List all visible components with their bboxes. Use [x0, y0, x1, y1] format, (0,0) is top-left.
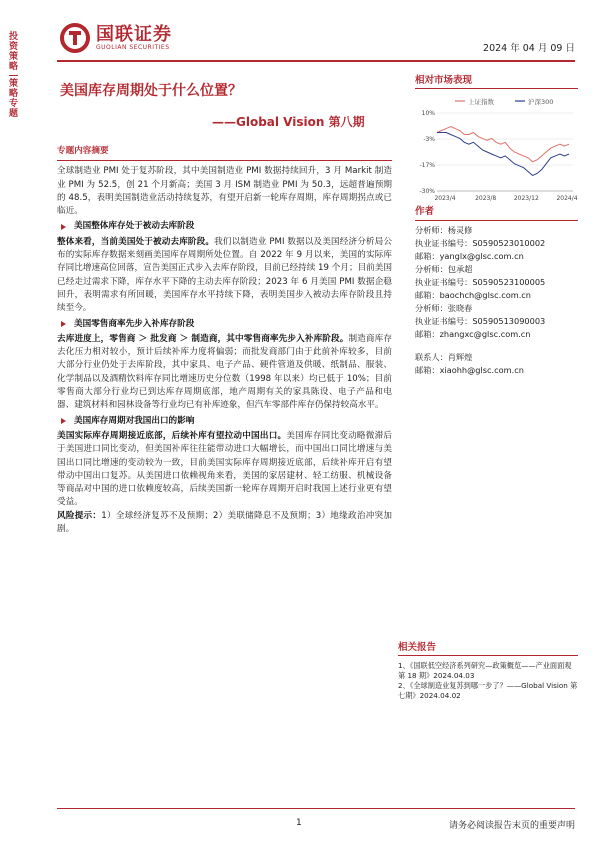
section-body: 制造商库存去化压力相对较小，预计后续补库力度将偏弱；而批发商部门由于此前补库较多，目前大部分行业仍处于去库阶段，其中家具、电子产品、硬件管道及供暖、纸制品、服装、化学制品以及酒精饮料库存同比增速历史分位数（1998 年以来）均已低于 10%；目前零售商大部分行业均已到达库存周期底部，地产周期有关的家具陈设、电子产品和电器、建筑材料和园林设备等行业均已有补库迹象，但汽车零部件库存仍保持较高水平。 — [57, 333, 392, 411]
contact-email[interactable]: xiaohh@glsc.com.cn — [439, 365, 524, 375]
market-panel — [415, 72, 578, 209]
author-block — [415, 302, 578, 341]
side-tag-char: 资 — [8, 42, 18, 52]
main-content — [57, 145, 392, 536]
author-cert: S0590523100005 — [472, 277, 546, 287]
risk-text: 1）全球经济复苏不及预期；2）美联储降息不及预期；3）地缘政治冲突加剧。 — [57, 510, 392, 535]
author-name: 包承超 — [447, 264, 473, 274]
side-tag-char: 投 — [8, 32, 18, 42]
summary-heading: 专题内容摘要 — [57, 146, 109, 156]
author-cert: S0590523010002 — [472, 238, 546, 248]
section-body: 我们以制造业 PMI 数据以及美国经济分析局公布的实际库存数据来刻画美国库存周期所处位置。自 2022 年 9 月以来，美国的实际库存同比增速高位回落，宣告美国正式步入去库存阶段，目前已经持续 19 个月；目前美国已经走过需求下降，库存水平下降的主动去库存阶段；2023 年 6 月美国 PMI 数据企稳回升，表明需求有所回暖，美国库存水平持续下降，表明美国步入被动去库存阶段且持续至今。 — [57, 236, 392, 314]
x-tick-label: 2023/12 — [513, 195, 539, 202]
y-tick-label: -17% — [419, 162, 435, 169]
brand-name-en: GUOLIAN SECURITIES — [96, 43, 170, 51]
section-paragraph — [57, 236, 392, 316]
author-cert-label: 执业证书编号： — [415, 238, 473, 248]
report-title: 美国库存周期处于什么位置？ — [60, 83, 242, 99]
side-tag-char: 略 — [8, 89, 18, 99]
legend-label: 沪深300 — [528, 98, 554, 106]
section-body: 美国库存同比变动略微滞后于美国进口同比变动，但美国补库往往能带动进口大幅增长，而中国出口同比增速与美国出口同比增速的变动较为一致，目前美国实际库存周期接近底部，后续补库开启有望带动中国出口复苏。从美国进口依赖视角来看，美国的家居建材、轻工纺服、机械设备等商品对中国的进口依赖度较高，后续美国新一轮库存周期开启时我国上述行业更有望受益。 — [57, 430, 392, 508]
side-tag-char: 专 — [8, 99, 18, 109]
market-heading: 相对市场表现 — [415, 72, 578, 89]
x-tick-label: 2024/4 — [556, 195, 578, 202]
author-cert-label: 执业证书编号： — [415, 277, 473, 287]
legend-label: 上证指数 — [468, 98, 494, 106]
side-tag-char: 策 — [8, 52, 18, 62]
report-date: 2024 年 04 月 09 日 — [483, 43, 575, 54]
author-role: 分析师： — [415, 264, 448, 274]
brand-logo-icon — [60, 23, 90, 53]
y-tick-label: -3% — [423, 136, 435, 143]
side-tag-divider — [9, 75, 18, 76]
section-heading: 美国零售商率先步入补库存阶段 — [57, 318, 392, 331]
related-report-link[interactable]: 1、《国联低空经济系列研究—政策概览——产业面面观第 18 期》2024.04.03 — [398, 661, 572, 680]
x-tick-label: 2023/8 — [475, 195, 497, 202]
author-role: 分析师： — [415, 225, 448, 235]
author-name: 杨灵修 — [447, 225, 473, 235]
section-paragraph — [57, 430, 392, 510]
summary-rule — [57, 160, 392, 161]
author-email-label: 邮箱： — [415, 329, 440, 339]
side-tag-char: 略 — [8, 62, 18, 72]
risk-paragraph — [57, 510, 392, 537]
author-email[interactable]: zhangxc@glsc.com.cn — [439, 329, 531, 339]
header-rule — [57, 60, 575, 62]
footer-rule — [57, 808, 575, 809]
y-tick-label: 10% — [421, 110, 435, 117]
section-paragraph — [57, 333, 392, 413]
intro-paragraph: 全球制造业 PMI 处于复苏阶段，其中美国制造业 PMI 数据持续回升，3 月 Markit 制造业 PMI 为 52.5，创 21 个月新高；美国 3 月 ISM 制造业 PMI 为 50.3，远超普遍预期的 48.5，表明美国制造业活动持续复苏，有望开启新一轮库存周期，库存周期拐点或已临近。 — [57, 166, 392, 217]
report-subtitle: ——Global Vision 第八期 — [212, 115, 365, 129]
brand-logo — [60, 22, 172, 54]
related-reports — [398, 643, 578, 701]
market-chart-svg — [415, 93, 578, 205]
page-number: 1 — [296, 818, 302, 828]
section-lead: 美国实际库存周期接近底部，后续补库有望拉动中国出口。 — [57, 430, 287, 441]
author-cert: S0590513090003 — [472, 316, 546, 326]
side-tag-char: 策 — [8, 79, 18, 89]
contact-block — [415, 351, 578, 377]
y-tick-label: -30% — [419, 188, 435, 195]
author-cert-label: 执业证书编号： — [415, 316, 473, 326]
section-lead: 整体来看，当前美国处于被动去库阶段。 — [57, 236, 215, 247]
market-chart — [415, 93, 578, 209]
author-name: 张晓春 — [447, 303, 473, 313]
author-email-label: 邮箱： — [415, 290, 440, 300]
author-email[interactable]: yanglx@glsc.com.cn — [439, 251, 524, 261]
authors-panel — [415, 205, 578, 377]
author-email-label: 邮箱： — [415, 251, 440, 261]
author-email[interactable]: baochch@glsc.com.cn — [439, 290, 531, 300]
contact-name: 肖辉煌 — [447, 352, 473, 362]
author-block — [415, 263, 578, 302]
related-report-link[interactable]: 2、《全球制造业复苏到哪一步了？——Global Vision 第七期》2024.04.02 — [398, 681, 578, 700]
author-role: 分析师： — [415, 303, 448, 313]
section-heading: 美国整体库存处于被动去库阶段 — [57, 220, 392, 233]
side-tag-char: 题 — [8, 109, 18, 119]
side-tag — [8, 32, 19, 119]
section-heading: 美国库存周期对我国出口的影响 — [57, 415, 392, 428]
risk-label: 风险提示： — [57, 510, 102, 521]
contact-role: 联系人： — [415, 352, 448, 362]
section-lead: 去库进度上，零售商 ＞ 批发商 ＞ 制造商，其中零售商率先步入补库阶段。 — [57, 333, 349, 344]
brand-name-cn: 国联证券 — [96, 23, 172, 45]
x-tick-label: 2023/4 — [434, 195, 456, 202]
authors-heading: 作者 — [415, 205, 578, 221]
related-heading: 相关报告 — [398, 643, 578, 656]
footer-disclaimer: 请务必阅读报告末页的重要声明 — [448, 821, 575, 831]
contact-email-label: 邮箱： — [415, 365, 440, 375]
author-block — [415, 224, 578, 263]
